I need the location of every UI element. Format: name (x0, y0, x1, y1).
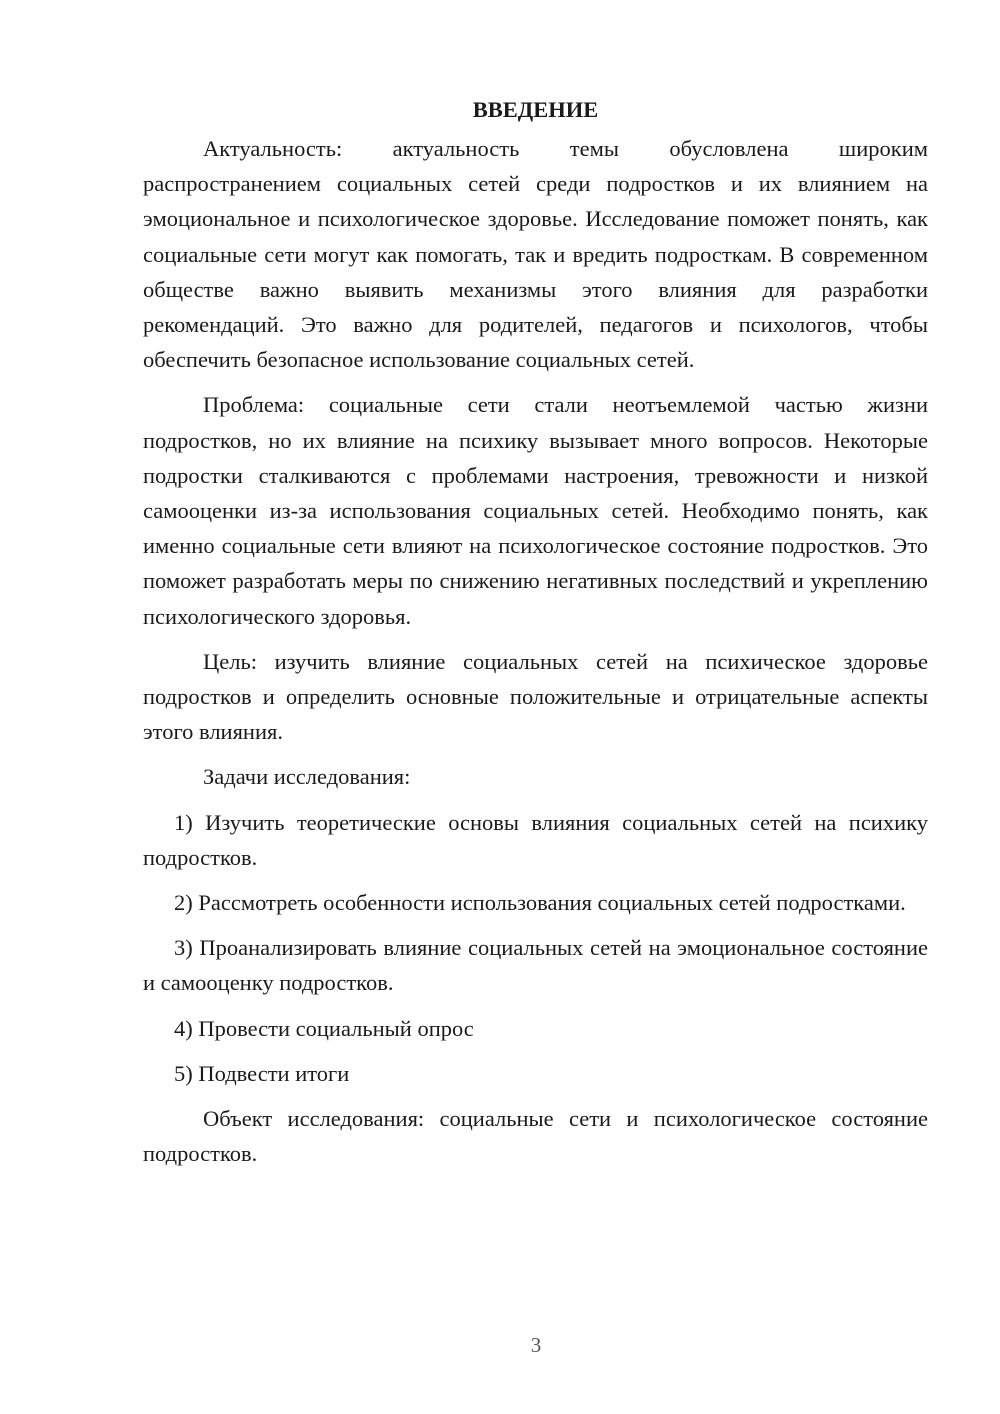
goal-paragraph: Цель: изучить влияние социальных сетей на психическое здоровье подростков и определить основные положительные и отрицательные аспекты этого влияния. (143, 648, 928, 745)
page-content (143, 94, 928, 1181)
task-item: 2) Рассмотреть особенности использования социальных сетей подростками. (174, 890, 906, 916)
task-item: 3) Проанализировать влияние социальных сетей на эмоциональное состояние и самооценку подростков. (143, 935, 928, 996)
section-title: ВВЕДЕНИЕ (472, 97, 599, 122)
tasks-heading: Задачи исследования: (203, 764, 411, 790)
task-item: 4) Провести социальный опрос (174, 1015, 474, 1041)
relevance-paragraph: Актуальность: актуальность темы обусловлена широким распространением социальных сетей среди подростков и их влиянием на эмоциональное и психологическое здоровье. Исследование поможет понять, как социальные сети могут как помогать, так и вредить подросткам. В современном обществе важно выявить механизмы этого влияния для разработки рекомендаций. Это важно для родителей, педагогов и психологов, чтобы обеспечить безопасное использование социальных сетей. (143, 136, 928, 373)
problem-paragraph: Проблема: социальные сети стали неотъемлемой частью жизни подростков, но их влияние на психику вызывает много вопросов. Некоторые подростки сталкиваются с проблемами настроения, тревожности и низкой самооценки из-за использования социальных сетей. Необходимо понять, как именно социальные сети влияют на психологическое состояние подростков. Это поможет разработать меры по снижению негативных последствий и укреплению психологического здоровья. (143, 392, 928, 629)
task-item: 5) Подвести итоги (174, 1060, 350, 1086)
object-paragraph: Объект исследования: социальные сети и психологическое состояние подростков. (143, 1106, 928, 1167)
task-item: 1) Изучить теоретические основы влияния социальных сетей на психику подростков. (143, 809, 928, 870)
page-number: 3 (530, 1333, 542, 1357)
